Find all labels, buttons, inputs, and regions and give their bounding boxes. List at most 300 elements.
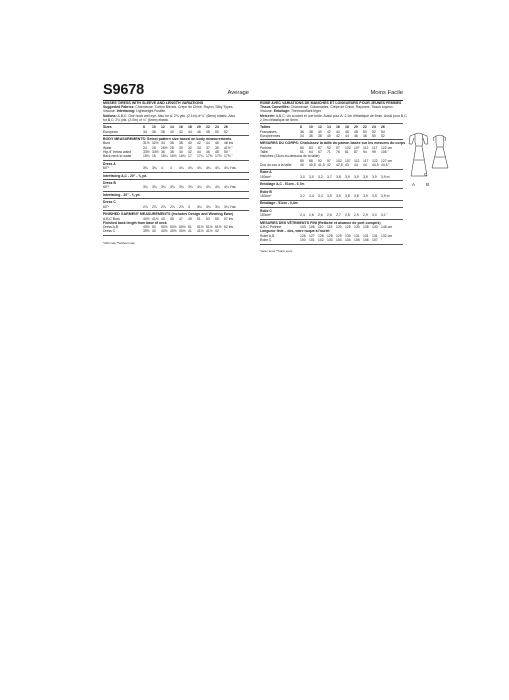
table-cell: 80 (300, 145, 304, 150)
table-cell: 131 (354, 233, 360, 238)
table-cell: 10 (309, 125, 313, 130)
table-cell: 3,8 (345, 194, 350, 198)
table-cell: 52 ins (224, 225, 234, 230)
table-cell: 12 (318, 125, 322, 130)
table-cell: 48 (354, 129, 358, 134)
table-cell: 46 (354, 133, 358, 138)
table-cell: 3¾ (152, 166, 157, 171)
table-cell: 38 (179, 141, 183, 146)
table-cell: 40½ (179, 229, 186, 234)
row-cells (300, 175, 390, 179)
table-cell: 16¾ (179, 154, 186, 159)
table-cell: 49½ (143, 225, 150, 230)
table-cell: 33½ (143, 150, 150, 155)
table-cell: 40 (152, 229, 156, 234)
table-cell: 88 (309, 158, 313, 163)
table-cell: 42,5 (336, 162, 343, 167)
table-cell: 126 (300, 233, 306, 238)
table-row (260, 175, 403, 179)
dress-back-drawing (405, 130, 453, 182)
divider (260, 123, 403, 124)
european-cells (143, 130, 233, 134)
finished-c-en (103, 229, 249, 233)
table-cell: 34 (300, 133, 304, 138)
table-cell: 50½ (179, 225, 186, 230)
table-cell: 43 (345, 162, 349, 167)
table-cell: 40,5 (309, 162, 316, 167)
robe-a-yardage (260, 175, 403, 179)
entoilage-ac-label: Entoilage A,C - 51cm - 0,7m (260, 182, 305, 187)
table-cell: 22 (206, 125, 210, 130)
body-measurements-title-en: BODY MEASUREMENTS: Select pattern size based on body measurements (103, 137, 232, 142)
table-cell: 3,4 (318, 194, 323, 198)
table-cell: 51½ (197, 225, 204, 230)
table-cell: 46 (206, 150, 210, 155)
table-cell: 16 (179, 125, 183, 130)
divider (260, 139, 403, 140)
row-label: 150cm* (260, 194, 272, 198)
european-cells (300, 134, 390, 138)
table-cell: 4¼ (197, 185, 202, 190)
table-cell: 20 (354, 125, 358, 130)
finished-title-en: FINISHED GARMENT MEASUREMENTS (Includes Design and Wearing Ease) (103, 212, 234, 217)
table-cell: " (224, 229, 226, 234)
footnote-en: *with nap **without nap (103, 240, 135, 245)
table-cell: 3¼ (197, 204, 202, 209)
table-cell: 131 (363, 233, 369, 238)
table-cell: 106 (363, 238, 369, 243)
table-cell: 55 (215, 216, 219, 221)
sizes-row-fr: Tailles 8 10 12 14 16 18 20 22 24 26 (260, 125, 403, 129)
table-cell: 3¾ (188, 185, 193, 190)
garment-back-illustration (405, 130, 453, 182)
table-cell: 34 (197, 145, 201, 150)
table-cell: 8 (300, 125, 302, 130)
table-cell: 2⅞ (179, 204, 184, 209)
table-cell: 38 (318, 133, 322, 138)
table-cell: 2,9 (363, 213, 368, 218)
table-cell: 3¼ Yds. (224, 204, 237, 209)
view-a-label: A (412, 182, 416, 187)
table-row (103, 154, 249, 158)
table-cell: 39 (215, 145, 219, 150)
table-cell: 45 (170, 216, 174, 221)
table-cell: 3,5 (336, 194, 341, 198)
row-cells (143, 154, 233, 158)
divider (103, 210, 249, 211)
row-label: 150cm* (260, 213, 272, 218)
table-cell: " (381, 238, 383, 243)
row-cells (300, 194, 390, 198)
table-cell: 14 (170, 125, 174, 130)
body-rows-en (103, 141, 249, 158)
table-cell: 104 (345, 238, 351, 243)
divider (103, 191, 249, 192)
table-cell: 44,5 (372, 162, 379, 167)
robe-c-yardage (260, 213, 403, 217)
table-cell: 122 cm (381, 145, 393, 150)
table-cell: 103 (300, 225, 306, 230)
table-cell: 48 (215, 150, 219, 155)
table-row (103, 205, 249, 209)
table-cell: 36 (152, 129, 156, 134)
table-cell: 46 (197, 129, 201, 134)
table-cell: 3,0 (309, 174, 314, 179)
pattern-number: S9678 (103, 82, 144, 98)
footnote-fr: *avec sens **sans sens (260, 249, 293, 254)
table-cell: 92 (327, 145, 331, 150)
table-cell: 3,9 (372, 174, 377, 179)
table-cell: 40½ (143, 216, 150, 221)
table-cell: 25 (152, 145, 156, 150)
table-cell: 16 (152, 154, 156, 159)
table-cell: 40 (327, 133, 331, 138)
table-cell: 12 (161, 125, 165, 130)
notions-en-1: Notions: A,B,C: One hook and eye. Also for A: 2¾ yds. (2.1m) of ¼" (6mm) elastic. Also (103, 113, 235, 118)
row-label: Hip-9" below waist (103, 150, 131, 155)
table-cell: 52 (372, 129, 376, 134)
row-label: Taille (260, 150, 268, 155)
body-rows-fr (260, 146, 403, 167)
table-cell: 97 (327, 158, 331, 163)
table-cell: 122 (372, 158, 378, 163)
table-cell: 18 (188, 125, 192, 130)
table-cell: 107 (372, 238, 378, 243)
table-cell: 17 (188, 154, 192, 159)
table-cell: 3,0 (300, 174, 305, 179)
table-cell: 37 (206, 145, 210, 150)
dress-b-label: Dress B (103, 181, 116, 186)
table-cell: 38 (309, 129, 313, 134)
table-cell: 57 ins (224, 216, 234, 221)
table-cell: 44 (354, 162, 358, 167)
table-cell: 10 (152, 125, 156, 130)
table-cell: 36 (170, 141, 174, 146)
table-cell: 3,8 (336, 174, 341, 179)
table-cell: 4¼ (215, 185, 220, 190)
table-cell: 15¾ (143, 154, 150, 159)
table-cell: 112 (363, 145, 369, 150)
table-cell: 40 (318, 129, 322, 134)
table-cell: 42 (215, 229, 219, 234)
table-cell: 30 (179, 145, 183, 150)
interfacing-b-label: Interfacing - 20" - ⅜ yd. (103, 192, 141, 197)
table-cell: 36 (300, 129, 304, 134)
table-cell: 24 (372, 125, 376, 130)
table-cell: 107 (345, 158, 351, 163)
table-cell: 44 (206, 141, 210, 146)
european-row-en: European 34 36 38 40 42 44 46 48 50 52 (103, 130, 249, 134)
table-cell: 2,4 (300, 213, 305, 218)
table-cell: 24 (143, 145, 147, 150)
table-cell: 50 (363, 129, 367, 134)
difficulty-en: Average (227, 90, 249, 96)
european-row-fr: Européennes 34 36 38 40 42 44 46 48 50 52 (260, 134, 403, 138)
table-cell: 31½ (143, 141, 150, 146)
table-cell: 4¼ (179, 166, 184, 171)
table-cell: 44 (197, 150, 201, 155)
table-cell: 34 (161, 141, 165, 146)
view-c-label: C (424, 172, 428, 177)
table-cell: 54 (381, 129, 385, 134)
table-cell: 48 (206, 129, 210, 134)
table-cell: 40½ (161, 229, 168, 234)
table-cell: 42 (327, 129, 331, 134)
table-cell: 50½ (161, 225, 168, 230)
view-b-label: B (426, 182, 430, 187)
table-cell: 28 (170, 145, 174, 150)
divider (103, 160, 249, 161)
divider (103, 235, 249, 236)
table-cell: 42 (188, 150, 192, 155)
table-cell: 99 (372, 150, 376, 155)
divider (260, 169, 403, 170)
title-fr: ROBE AVEC VARIATIONS DE MANCHES ET LONGUEURS POUR JEUNES FEMMES (260, 100, 402, 105)
table-cell: 100 (300, 238, 306, 243)
row-label: Hanches (23cm au-dessous de la taille) (260, 154, 320, 159)
table-cell: 3,9 (372, 194, 377, 198)
table-cell: 17½ (215, 154, 222, 159)
table-cell: 24 (215, 125, 219, 130)
row-label: Dress A,B (103, 225, 119, 230)
table-cell: 76 (336, 150, 340, 155)
table-cell: 87 (318, 145, 322, 150)
finished-c-fr (260, 238, 403, 242)
table-cell: 81 (345, 150, 349, 155)
table-cell: 3¼ (215, 204, 220, 209)
row-label: 60"* (103, 185, 110, 190)
table-cell: 103 (327, 238, 333, 243)
row-label: Back neck to waist (103, 154, 132, 159)
table-cell: 4¼ Yds. (224, 185, 237, 190)
table-cell: 3¾ (152, 185, 157, 190)
table-cell: 3¾ (143, 185, 148, 190)
table-cell: 71 (327, 150, 331, 155)
table-cell: 41½ (197, 229, 204, 234)
row-label: 150cm* (260, 174, 272, 179)
table-cell: 44 (188, 129, 192, 134)
table-cell: 2,8 (345, 213, 350, 218)
table-cell: 40 (170, 129, 174, 134)
table-cell: 128 (327, 233, 333, 238)
table-cell: 2,7 (336, 213, 341, 218)
table-cell: 41 (188, 229, 192, 234)
divider (260, 207, 403, 208)
table-cell: 3,9 (363, 194, 368, 198)
robe-b-label: Robe B (260, 189, 272, 194)
table-cell: 46 (215, 141, 219, 146)
table-cell: 94 (363, 150, 367, 155)
dress-a-yardage (103, 166, 249, 170)
difficulty-fr: Moins Facile (370, 90, 403, 96)
table-cell: 3,9 (363, 174, 368, 179)
table-cell: 140 (372, 225, 378, 230)
table-cell: 36 (161, 150, 165, 155)
table-cell: 50 (372, 133, 376, 138)
dress-a-label: Dress A (103, 161, 116, 166)
table-cell: 50 (152, 225, 156, 230)
row-cells (143, 166, 237, 171)
finished-back-label-fr: Longueur finie – dos, votre nuque à l'ourlet (260, 229, 330, 234)
table-cell: 128 (318, 233, 324, 238)
table-cell: 102 (336, 158, 342, 163)
divider (103, 123, 249, 124)
table-cell: 32½ (152, 141, 159, 146)
table-cell: 50 (215, 129, 219, 134)
table-cell: 3,0 (372, 213, 377, 218)
table-cell: 101 (309, 238, 315, 243)
table-cell: 85 (300, 158, 304, 163)
divider (103, 172, 249, 173)
table-row (103, 229, 249, 233)
table-cell: 64 (309, 150, 313, 155)
robe-c-label: Robe C (260, 208, 272, 213)
divider (260, 180, 403, 181)
table-cell: 44 (363, 162, 367, 167)
table-cell: 3¾ (143, 166, 148, 171)
divider (103, 198, 249, 199)
row-label: Dress C (103, 229, 116, 234)
table-cell: 3 (188, 204, 190, 209)
table-cell: 51 (197, 216, 201, 221)
fabrics-en-2: Viscose. Interfacing: Lightweight Fusible. (103, 109, 167, 114)
table-cell: 2,9 (354, 213, 359, 218)
table-cell: 48 (363, 133, 367, 138)
table-cell: 40 (188, 141, 192, 146)
table-cell: 2,6 (327, 213, 332, 218)
row-label: Dos du cou à la taille (260, 162, 292, 167)
table-cell: 104 (336, 238, 342, 243)
table-cell: 41½ " (224, 145, 233, 150)
table-cell: 3¼ (206, 204, 211, 209)
table-cell: 106 " (381, 150, 389, 155)
table-cell: 17¼ (197, 154, 204, 159)
table-cell: 117 (363, 158, 369, 163)
sizes-row-en: Sizes 8 10 12 14 16 18 20 22 24 26 (103, 125, 249, 129)
table-row (103, 185, 249, 189)
row-label: Robe A,B (260, 233, 275, 238)
table-cell: 92 (318, 158, 322, 163)
table-cell: 3,4 (309, 194, 314, 198)
dress-c-yardage (103, 205, 249, 209)
table-cell: 112 (354, 158, 360, 163)
table-cell: 26½ (161, 145, 168, 150)
table-cell: 8 (143, 125, 145, 130)
table-cell: 36 (309, 133, 313, 138)
french-column (260, 90, 408, 254)
table-cell: 102 (345, 145, 351, 150)
table-cell: 3¾ (161, 185, 166, 190)
table-cell: 26 (224, 125, 228, 130)
table-cell: 67 (318, 150, 322, 155)
fabrics-fr-2: Viscose. Entoilage: Thermocollant léger. (260, 109, 322, 114)
divider (103, 135, 249, 136)
row-cells (300, 163, 390, 167)
table-cell: 48 ins (224, 141, 234, 146)
table-cell: 107 (354, 145, 360, 150)
table-cell: 4¼ (197, 166, 202, 171)
body-measurements-title-fr: MESURES DU CORPS: Choisissez la taille du patron basée sur les mesures du corps (260, 141, 406, 146)
table-cell: 2,6 (318, 213, 323, 218)
table-cell: 34½ (152, 150, 159, 155)
table-cell: 129 (336, 233, 342, 238)
table-cell: 4¼ (215, 166, 220, 171)
table-cell: 42 (197, 141, 201, 146)
table-cell: 46 (345, 129, 349, 134)
table-cell: 44,5 " (381, 162, 390, 167)
divider (260, 244, 403, 245)
table-cell: 34 (143, 129, 147, 134)
table-cell: 61 (300, 150, 304, 155)
table-cell: 2⅞ (143, 204, 148, 209)
table-cell: 102 (318, 238, 324, 243)
table-cell: 127 cm (381, 158, 393, 163)
table-cell: 110 (318, 225, 324, 230)
notions-fr-1: Mercerie: A,B,C: Un crochet et une bride. Aussi pour A: 2,1m d'élastique de 6mm. Aussi pour B,C: (260, 113, 408, 118)
table-cell: 3,9 m (381, 174, 390, 179)
fabrics-fr-1: Tissus Conseillés: Charmeuse, Cotonnades, Crêpe de Chine, Rayonne, Tissus soyeux, (260, 104, 394, 109)
table-cell: 26 (381, 125, 385, 130)
notions-en-2: for B,C: 2¼ yds. (2.0m) of ¼" (6mm) elastic. (103, 117, 170, 122)
table-cell: 131 (372, 233, 378, 238)
table-cell: 52 (224, 129, 228, 134)
row-cells (300, 213, 390, 217)
table-cell: 39½ (143, 229, 150, 234)
finished-back-label-en: Finished back length from base of neck (103, 220, 167, 225)
table-cell: 51½ (215, 225, 222, 230)
table-cell: 4 (161, 166, 163, 171)
table-cell: 49 (188, 216, 192, 221)
title-en: MISSES' DRESS WITH SLEEVE AND LENGTH VARIATIONS (103, 100, 204, 105)
table-cell: 4¼ (206, 185, 211, 190)
table-cell: 40½ (170, 229, 177, 234)
divider (103, 179, 249, 180)
table-cell: 3,8 (354, 194, 359, 198)
divider (260, 219, 403, 220)
table-cell: 3¾ (170, 185, 175, 190)
dress-b-yardage (103, 185, 249, 189)
table-cell: 2⅞ (170, 204, 175, 209)
interfacing-ac-label: Interfacing A,C - 20" - ⅜ yd. (103, 173, 148, 178)
table-cell: 42 (336, 133, 340, 138)
table-cell: 135 (363, 225, 369, 230)
table-cell: 117 (372, 145, 378, 150)
table-cell: 125 (345, 225, 351, 230)
table-cell: 3,2 (300, 194, 305, 198)
table-cell: 16½ (170, 154, 177, 159)
table-cell: 53 (206, 216, 210, 221)
table-cell: 42 (179, 129, 183, 134)
row-cells (143, 229, 233, 233)
divider (260, 200, 403, 201)
french-row-fr: Françaises 36 38 40 42 44 46 48 50 52 54 (260, 130, 403, 134)
table-cell: 2⅞ (161, 204, 166, 209)
table-cell: 105 (354, 238, 360, 243)
table-cell: 2,6 (309, 213, 314, 218)
table-cell: 130 (354, 225, 360, 230)
table-cell: 106 (309, 225, 315, 230)
row-label: A,B,C Bust (103, 216, 120, 221)
row-label: 60"* (103, 204, 110, 209)
table-cell: 3,7 (327, 174, 332, 179)
table-cell: 87 (354, 150, 358, 155)
table-cell: 17⅝ " (224, 154, 233, 159)
table-cell: 17⅜ (206, 154, 213, 159)
table-cell: 3,9 (345, 174, 350, 179)
table-cell: 38 (161, 129, 165, 134)
table-cell: 42 (327, 162, 331, 167)
row-label: Bust (103, 141, 110, 146)
